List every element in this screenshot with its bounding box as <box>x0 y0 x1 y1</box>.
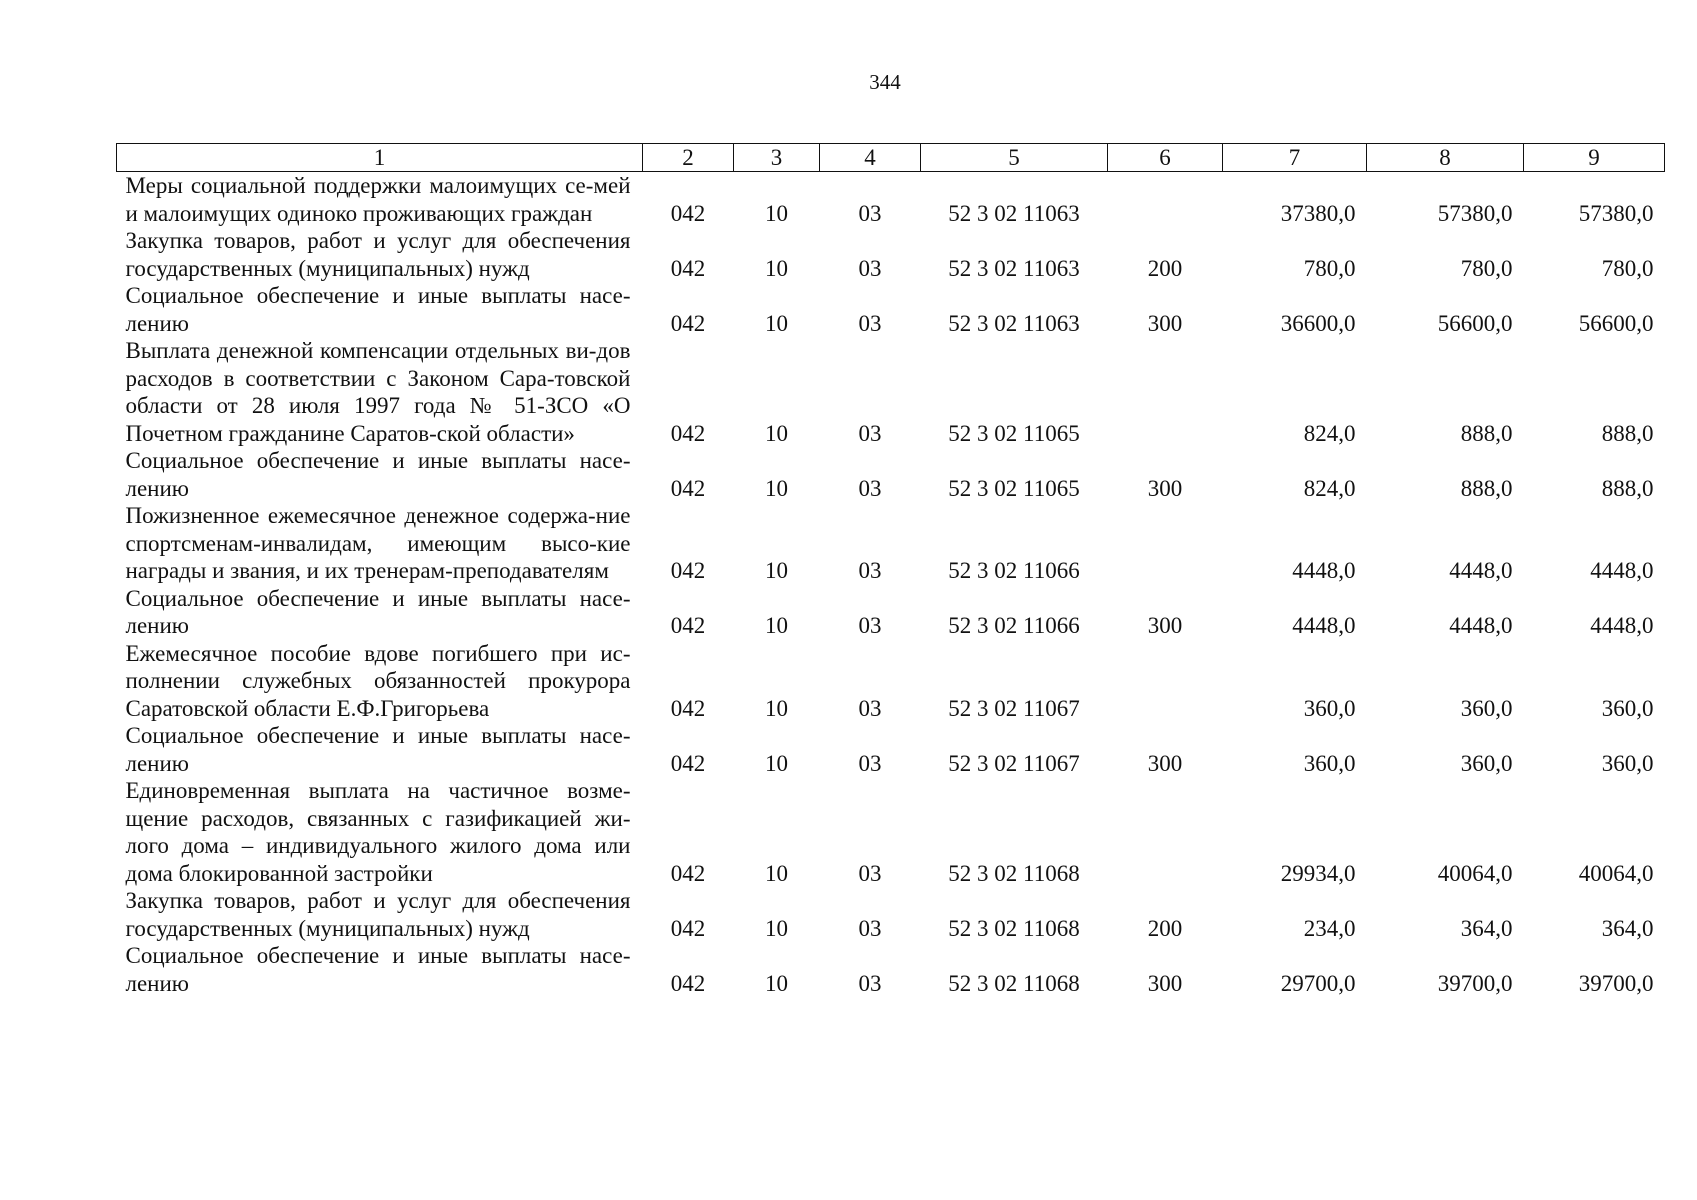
code-ministry: 042 <box>670 420 706 446</box>
code-section: 10 <box>765 970 788 996</box>
amount-col7: 29934,0 <box>1280 860 1356 886</box>
code-section: 10 <box>765 915 788 941</box>
code-expense-type: 200 <box>1147 915 1183 941</box>
amount-col8: 4448,0 <box>1449 613 1513 638</box>
table-row <box>117 447 1665 502</box>
column-header: 8 <box>1367 144 1524 172</box>
amount-col9: 39700,0 <box>1578 970 1654 996</box>
amount-col9: 360,0 <box>1601 750 1654 776</box>
code-ministry: 042 <box>670 558 706 583</box>
code-target: 52 3 02 11067 <box>948 750 1080 776</box>
item-name: Единовременная выплата на частичное возме-щение расходов, связанных с газификацией жи-лого дома – индивидуального жилого дома или дома блокированной застройки <box>125 778 631 886</box>
code-ministry: 042 <box>670 255 706 281</box>
code-section: 10 <box>765 613 788 638</box>
amount-col9: 360,0 <box>1601 695 1654 721</box>
code-section: 10 <box>765 310 788 336</box>
amount-col9: 40064,0 <box>1578 860 1654 886</box>
item-name: Закупка товаров, работ и услуг для обеспечения государственных (муниципальных) нужд <box>125 228 631 281</box>
page-number: 344 <box>869 70 901 94</box>
column-header: 3 <box>734 144 820 172</box>
item-name: Закупка товаров, работ и услуг для обеспечения государственных (муниципальных) нужд <box>125 888 631 941</box>
code-target: 52 3 02 11063 <box>948 200 1080 226</box>
amount-col7: 4448,0 <box>1292 613 1356 638</box>
code-section: 10 <box>765 420 788 446</box>
code-expense-type <box>1108 502 1223 585</box>
column-header: 7 <box>1223 144 1367 172</box>
column-header: 1 <box>117 144 643 172</box>
code-expense-type: 300 <box>1147 613 1183 638</box>
amount-col8: 57380,0 <box>1437 200 1513 226</box>
amount-col8: 39700,0 <box>1437 970 1513 996</box>
amount-col8: 888,0 <box>1460 475 1513 501</box>
code-subsection: 03 <box>858 860 882 886</box>
code-subsection: 03 <box>858 915 882 941</box>
amount-col7: 37380,0 <box>1280 200 1356 226</box>
code-target: 52 3 02 11065 <box>948 475 1080 501</box>
amount-col9: 780,0 <box>1601 255 1654 281</box>
amount-col9: 364,0 <box>1601 915 1654 941</box>
item-name: Социальное обеспечение и иные выплаты насе-лению <box>125 585 631 638</box>
code-subsection: 03 <box>858 613 882 638</box>
code-subsection: 03 <box>858 970 882 996</box>
code-subsection: 03 <box>858 475 882 501</box>
table-row <box>117 337 1665 447</box>
code-ministry: 042 <box>670 475 706 501</box>
column-header: 9 <box>1524 144 1665 172</box>
code-expense-type: 300 <box>1147 970 1183 996</box>
code-expense-type <box>1108 172 1223 228</box>
amount-col7: 360,0 <box>1303 695 1356 721</box>
amount-col8: 4448,0 <box>1449 558 1513 583</box>
code-ministry: 042 <box>670 695 706 721</box>
table-row <box>117 887 1665 942</box>
amount-col8: 364,0 <box>1460 915 1513 941</box>
code-target: 52 3 02 11066 <box>948 558 1080 583</box>
code-target: 52 3 02 11066 <box>948 613 1080 638</box>
table-row <box>117 777 1665 887</box>
table-row <box>117 502 1665 585</box>
code-subsection: 03 <box>858 420 882 446</box>
table-row <box>117 722 1665 777</box>
amount-col7: 4448,0 <box>1292 558 1356 583</box>
amount-col9: 4448,0 <box>1590 613 1654 638</box>
code-ministry: 042 <box>670 200 706 226</box>
column-header: 4 <box>820 144 921 172</box>
code-subsection: 03 <box>858 558 882 583</box>
amount-col7: 360,0 <box>1303 750 1356 776</box>
item-name: Социальное обеспечение и иные выплаты насе-лению <box>125 723 631 776</box>
code-ministry: 042 <box>670 310 706 336</box>
amount-col7: 824,0 <box>1303 420 1356 446</box>
amount-col7: 36600,0 <box>1280 310 1356 336</box>
table-body <box>117 172 1665 998</box>
code-ministry: 042 <box>670 860 706 886</box>
code-section: 10 <box>765 558 788 583</box>
code-subsection: 03 <box>858 695 882 721</box>
amount-col7: 824,0 <box>1303 475 1356 501</box>
header-row <box>117 144 1665 172</box>
code-ministry: 042 <box>670 970 706 996</box>
code-ministry: 042 <box>670 750 706 776</box>
code-expense-type: 300 <box>1147 750 1183 776</box>
code-section: 10 <box>765 200 788 226</box>
code-target: 52 3 02 11068 <box>948 915 1080 941</box>
table-row <box>117 942 1665 997</box>
amount-col7: 234,0 <box>1303 915 1356 941</box>
budget-table <box>116 143 1665 997</box>
code-target: 52 3 02 11063 <box>948 310 1080 336</box>
code-expense-type <box>1108 777 1223 887</box>
amount-col8: 56600,0 <box>1437 310 1513 336</box>
table-row <box>117 640 1665 723</box>
amount-col8: 780,0 <box>1460 255 1513 281</box>
item-name: Социальное обеспечение и иные выплаты насе-лению <box>125 943 631 996</box>
code-expense-type <box>1108 640 1223 723</box>
amount-col8: 40064,0 <box>1437 860 1513 886</box>
column-header: 2 <box>643 144 734 172</box>
amount-col8: 888,0 <box>1460 420 1513 446</box>
table-row <box>117 227 1665 282</box>
code-section: 10 <box>765 695 788 721</box>
item-name: Ежемесячное пособие вдове погибшего при ис-полнении служебных обязанностей прокурора Саратовской области Е.Ф.Григорьева <box>125 640 631 721</box>
item-name: Меры социальной поддержки малоимущих се-мей и малоимущих одиноко проживающих граждан <box>125 173 631 226</box>
amount-col8: 360,0 <box>1460 750 1513 776</box>
code-section: 10 <box>765 860 788 886</box>
code-subsection: 03 <box>858 200 882 226</box>
code-expense-type: 300 <box>1147 310 1183 336</box>
code-section: 10 <box>765 255 788 281</box>
amount-col9: 888,0 <box>1601 420 1654 446</box>
column-header: 5 <box>921 144 1108 172</box>
code-section: 10 <box>765 475 788 501</box>
amount-col8: 360,0 <box>1460 695 1513 721</box>
code-target: 52 3 02 11067 <box>948 695 1080 721</box>
amount-col7: 29700,0 <box>1280 970 1356 996</box>
code-target: 52 3 02 11063 <box>948 255 1080 281</box>
code-expense-type: 200 <box>1147 255 1183 281</box>
code-subsection: 03 <box>858 310 882 336</box>
amount-col9: 888,0 <box>1601 475 1654 501</box>
code-target: 52 3 02 11068 <box>948 970 1080 996</box>
item-name: Социальное обеспечение и иные выплаты насе-лению <box>125 448 631 501</box>
amount-col9: 4448,0 <box>1590 558 1654 583</box>
code-subsection: 03 <box>858 255 882 281</box>
item-name: Пожизненное ежемесячное денежное содержа-ние спортсменам-инвалидам, имеющим высо-кие награды и звания, и их тренерам-преподавателям <box>125 503 631 583</box>
code-target: 52 3 02 11068 <box>948 860 1080 886</box>
amount-col9: 56600,0 <box>1578 310 1654 336</box>
code-section: 10 <box>765 750 788 776</box>
code-ministry: 042 <box>670 613 706 638</box>
amount-col7: 780,0 <box>1303 255 1356 281</box>
code-ministry: 042 <box>670 915 706 941</box>
column-header: 6 <box>1108 144 1223 172</box>
code-expense-type <box>1108 337 1223 447</box>
table-row <box>117 172 1665 228</box>
item-name: Выплата денежной компенсации отдельных ви-дов расходов в соответствии с Законом Сара-товской области от 28 июля 1997 года № 51-ЗСО «О Почетном гражданине Саратов-ской области» <box>125 338 631 446</box>
code-target: 52 3 02 11065 <box>948 420 1080 446</box>
table-row <box>117 585 1665 640</box>
code-subsection: 03 <box>858 750 882 776</box>
item-name: Социальное обеспечение и иные выплаты насе-лению <box>125 283 631 336</box>
table-row <box>117 282 1665 337</box>
amount-col9: 57380,0 <box>1578 200 1654 226</box>
code-expense-type: 300 <box>1147 475 1183 501</box>
